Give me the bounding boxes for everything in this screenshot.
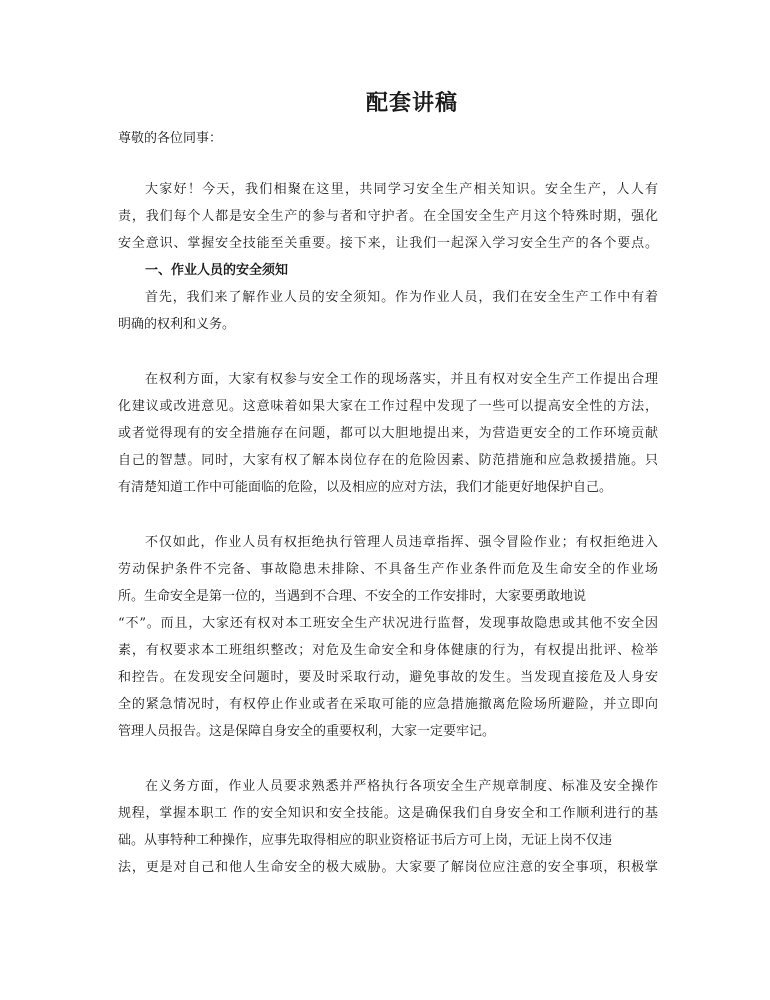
paragraph-3-line-4: 自己的智慧。同时，大家有权了解本岗位存在的危险因素、防范措施和应急救援措施。只	[118, 453, 658, 468]
paragraph-3-line-5: 有清楚知道工作中可能面临的危险，以及相应的应对方法，我们才能更好地保护自己。	[118, 480, 613, 495]
paragraph-5-line-3: 础。从事特种工种操作，应事先取得相应的职业资格证书后方可上岗，无证上岗不仅违	[118, 833, 613, 848]
paragraph-4-line-5: 素，有权要求本工班组织整改；对危及生命安全和身体健康的行为，有权提出批评、检举	[118, 643, 658, 658]
paragraph-5-line-2: 规程，掌握本职工 作的安全知识和安全技能。这是确保我们自身安全和工作顺利进行的基	[118, 806, 658, 821]
paragraph-5-line-1: 在义务方面，作业人员要求熟悉并严格执行各项安全生产规章制度、标准及安全操作	[145, 779, 658, 794]
paragraph-4-line-6: 和控告。在发现安全问题时，要及时采取行动，避免事故的发生。当发现直接危及人身安	[118, 670, 658, 685]
paragraph-3-line-1: 在权利方面，大家有权参与安全工作的现场落实，并且有权对安全生产工作提出合理	[145, 372, 658, 387]
paragraph-4-line-7: 全的紧急情况时，有权停止作业或者在采取可能的应急措施撤离危险场所避险，并立即向	[118, 697, 658, 712]
paragraph-5-line-4: 法，更是对自己和他人生命安全的极大威胁。大家要了解岗位应注意的安全事项，积极掌	[118, 860, 658, 875]
paragraph-1-line-1: 大家好！今天，我们相聚在这里，共同学习安全生产相关知识。安全生产，人人有	[145, 182, 658, 197]
paragraph-4-line-3: 所。生命安全是第一位的，当遇到不合理、不安全的工作安排时，大家要勇敢地说	[118, 589, 587, 604]
paragraph-4-line-4: “不”。而且，大家还有权对本工班安全生产状况进行监督，发现事故隐患或其他不安全因	[118, 616, 658, 631]
document-title: 配套讲稿	[365, 90, 458, 116]
paragraph-3-line-3: 或者觉得现有的安全措施存在问题，都可以大胆地提出来，为营造更安全的工作环境贡献	[118, 426, 658, 441]
paragraph-2-line-2: 明确的权利和义务。	[118, 317, 236, 332]
paragraph-4-line-2: 劳动保护条件不完备、事故隐患未排除、不具备生产作业条件而危及生命安全的作业场	[118, 562, 658, 577]
salutation: 尊敬的各位同事：	[118, 131, 223, 146]
paragraph-1-line-2: 责，我们每个人都是安全生产的参与者和守护者。在全国安全生产月这个特殊时期，强化	[118, 209, 658, 224]
section-heading-1: 一、作业人员的安全须知	[145, 263, 289, 278]
paragraph-1-line-3: 安全意识、掌握安全技能至关重要。接下来，让我们一起深入学习安全生产的各个要点。	[118, 236, 658, 251]
paragraph-3-line-2: 化建议或改进意见。这意味着如果大家在工作过程中发现了一些可以提高安全性的方法，	[118, 399, 658, 414]
paragraph-2-line-1: 首先，我们来了解作业人员的安全须知。作为作业人员，我们在安全生产工作中有着	[145, 290, 658, 305]
paragraph-4-line-8: 管理人员报告。这是保障自身安全的重要权利，大家一定要牢记。	[118, 724, 496, 739]
paragraph-4-line-1: 不仅如此，作业人员有权拒绝执行管理人员违章指挥、强令冒险作业；有权拒绝进入	[145, 535, 658, 550]
